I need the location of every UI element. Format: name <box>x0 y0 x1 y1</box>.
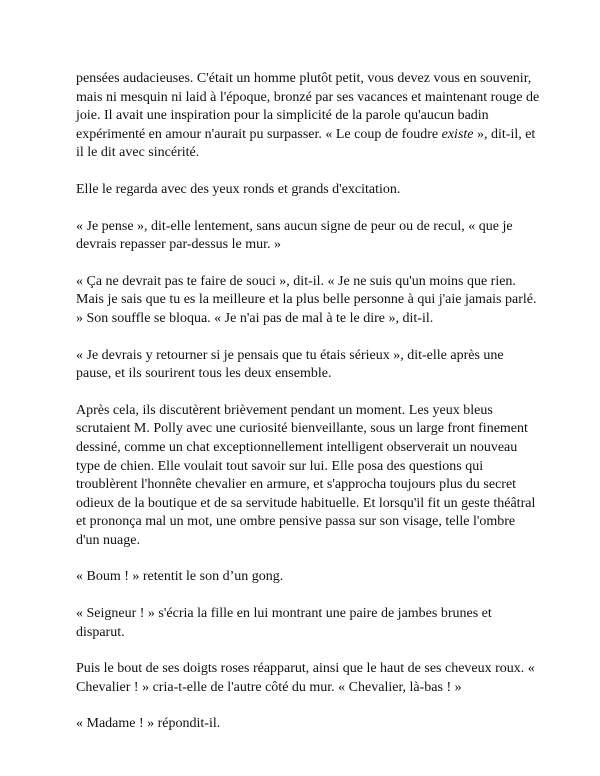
document-page <box>76 70 540 752</box>
paragraph-10: « Madame ! » répondit-il. <box>76 716 221 732</box>
paragraph-7: « Boum ! » retentit le son d’un gong. <box>76 569 284 585</box>
paragraph-1 <box>76 70 540 163</box>
paragraph-1-text-start: pensées audacieuses. C'était un homme plutôt petit, vous devez vous en souvenir, mais ni mesquin ni laid à l'époque, bronzé par ses vacances et maintenant rouge de joie. Il avait une inspiration pour la simplicité de la parole qu'aucun badin expérimenté en amour n'aurait pu surpasser. « Le coup de foudre <box>76 71 540 142</box>
paragraph-1-text-end: », dit-il, et il le dit avec sincérité. <box>76 126 536 161</box>
paragraph-2: Elle le regarda avec des yeux ronds et grands d'excitation. <box>76 181 401 197</box>
paragraph-3: « Je pense », dit-elle lentement, sans aucun signe de peur ou de recul, « que je devrais repasser par-dessus le mur. » <box>76 218 513 253</box>
paragraph-6: Après cela, ils discutèrent brièvement pendant un moment. Les yeux bleus scrutaient M. Polly avec une curiosité bienveillante, sous un large front finement dessiné, comme un chat exceptionnellement intelligent observerait un nouveau type de chien. Elle voulait tout savoir sur lui. Elle posa des questions qui troublèrent l'honnête chevalier en armure, et s'approcha toujours plus du secret odieux de la boutique et de sa servitude habituelle. Et lorsqu'il fit un geste théâtral et prononça mal un mot, une ombre pensive passa sur son visage, telle l'ombre d'un nuage. <box>76 402 536 548</box>
paragraph-1-emphasis: existe <box>441 126 474 142</box>
paragraph-8: « Seigneur ! » s'écria la fille en lui montrant une paire de jambes brunes et disparut. <box>76 606 492 640</box>
paragraph-9: Puis le bout de ses doigts roses réapparut, ainsi que le haut de ses cheveux roux. « Chevalier ! » cria-t-elle de l'autre côté du mur. « Chevalier, là-bas ! » <box>76 661 535 695</box>
paragraph-4: « Ça ne devrait pas te faire de souci », dit-il. « Je ne suis qu'un moins que rien. Mais je sais que tu es la meilleure et la plus belle personne à qui j'aie jamais parlé. » Son souffle se bloqua. « Je n'ai pas de mal à te le dire », dit-il. <box>76 273 537 326</box>
paragraph-5: « Je devrais y retourner si je pensais que tu étais sérieux », dit-elle après une pause, et ils sourirent tous les deux ensemble. <box>76 347 504 382</box>
